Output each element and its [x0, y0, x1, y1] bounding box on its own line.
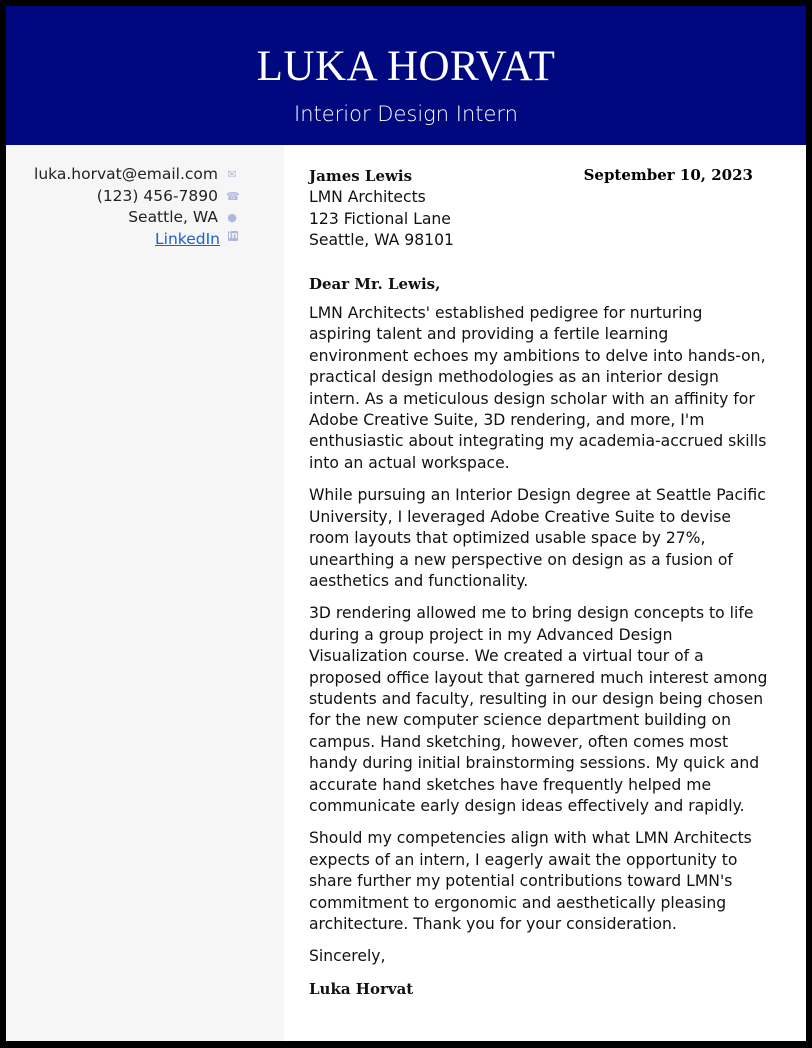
signature: Luka Horvat — [309, 979, 414, 998]
phone-icon: ☎ — [226, 189, 240, 203]
envelope-icon: ✉ — [227, 168, 237, 181]
contact-phone — [34, 186, 238, 208]
paragraph: LMN Architects' established pedigree for nurturing aspiring talent and providing a fertile learning environment echoes my ambitions to delve into hands-on, practical design methodologies as an interior design intern. As a meticulous design scholar with an affinity for Adobe Creative Suite, 3D rendering, and more, I'm enthusiastic about integrating my academia-accrued skills into an actual workspace. — [309, 304, 767, 472]
email-text[interactable]: luka.horvat@email.com — [34, 165, 218, 183]
closing: Sincerely, — [309, 947, 386, 966]
recipient-name: James Lewis — [309, 167, 413, 185]
linkedin-icon: in — [228, 231, 238, 242]
job-title: Interior Design Intern — [294, 102, 518, 126]
header — [6, 6, 806, 145]
phone-text: (123) 456-7890 — [96, 186, 218, 205]
map-pin-icon: ● — [227, 211, 237, 224]
sidebar — [6, 145, 284, 1041]
greeting: Dear Mr. Lewis, — [309, 274, 441, 293]
paragraph: While pursuing an Interior Design degree at Seattle Pacific University, I leveraged Adobe Creative Suite to devise room layouts that optimized usable space by 27%, unearthing a new perspective on design as a fusion of aesthetics and functionality. — [309, 486, 766, 590]
paragraph: Should my competencies align with what LMN Architects expects of an intern, I eagerly await the opportunity to share further my potential contributions toward LMN's commitment to ergonomic and aesthetically pleasing architecture. Thank you for your consideration. — [309, 829, 752, 933]
recipient-street: 123 Fictional Lane — [309, 209, 451, 228]
contact-location — [34, 207, 238, 229]
recipient-city: Seattle, WA 98101 — [309, 231, 454, 250]
recipient-block — [309, 166, 769, 252]
letter-date: September 10, 2023 — [583, 166, 753, 184]
contact-email[interactable] — [34, 164, 238, 186]
recipient-company: LMN Architects — [309, 188, 426, 207]
letter-body — [309, 166, 769, 1000]
contact-linkedin — [34, 229, 238, 251]
applicant-name: LUKA HORVAT — [256, 43, 556, 90]
location-text: Seattle, WA — [128, 208, 218, 226]
contact-info — [34, 164, 238, 250]
paragraph: 3D rendering allowed me to bring design concepts to life during a group project in my Advanced Design Visualization course. We created a virtual tour of a proposed office layout that garnered much interest among students and faculty, resulting in our design being chosen for the new computer science department building on campus. Hand sketching, however, often comes most handy during initial brainstorming sessions. My quick and accurate hand sketches have frequently helped me communicate early design ideas effectively and rapidly. — [309, 604, 768, 815]
resume-page — [6, 6, 806, 1041]
linkedin-link[interactable]: LinkedIn — [155, 229, 220, 248]
